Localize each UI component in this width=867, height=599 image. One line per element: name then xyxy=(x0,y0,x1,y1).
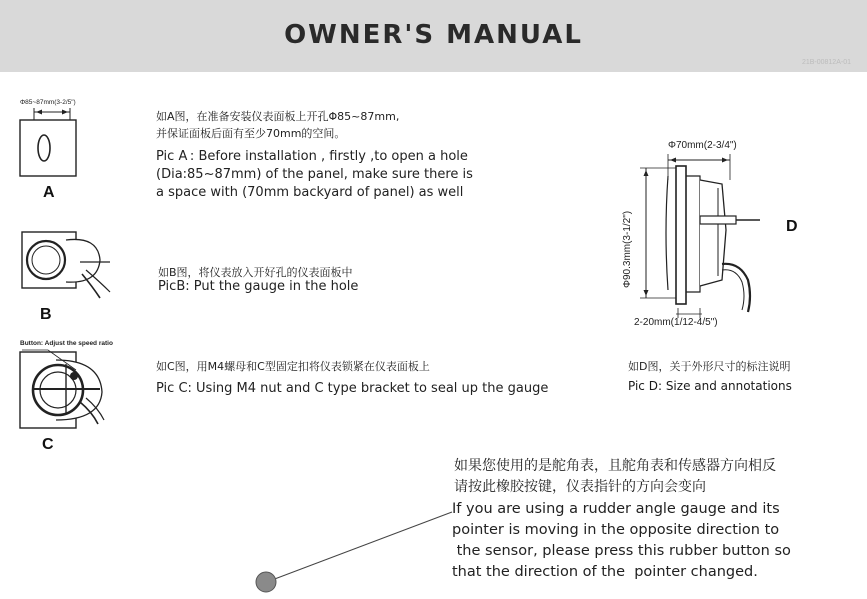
pic-b-gauge xyxy=(27,241,65,279)
pic-a-diagram xyxy=(20,108,76,176)
pic-d-cn-text: 如D图，关于外形尺寸的标注说明 xyxy=(628,360,791,373)
pic-d-en-text: Pic D: Size and annotations xyxy=(628,379,792,393)
rudder-note-cn-line-2: 请按此橡胶按键，仪表指针的方向会变向 xyxy=(454,479,706,495)
pic-b-letter: B xyxy=(40,306,52,323)
pic-c-cn-text: 如C图，用M4螺母和C型固定扣将仪表锁紧在仪表面板上 xyxy=(156,360,430,373)
rudder-note-en-line-3: the sensor, please press this rubber button so xyxy=(452,543,791,559)
pic-c-en-text: Pic C: Using M4 nut and C type bracket to seal up the gauge xyxy=(156,381,549,396)
rudder-note-en-line-4: that the direction of the pointer changed. xyxy=(452,564,758,580)
pic-a-panel xyxy=(20,120,76,176)
pic-d-diagram xyxy=(640,154,760,318)
pic-a-cn-text: 如A图，在准备安装仪表面板上开孔Φ85~87mm, 并保证面板后面有至少70mm的空间。 xyxy=(156,110,400,140)
rubber-button-dot xyxy=(256,572,276,592)
page-title: OWNER'S MANUAL xyxy=(284,20,583,50)
document-code: 21B-00812A-01 xyxy=(801,59,851,66)
pic-d-letter: D xyxy=(786,218,798,235)
rudder-note-en-line-1: If you are using a rudder angle gauge and its xyxy=(452,501,780,517)
rudder-note-en-line-2: pointer is moving in the opposite direction to xyxy=(452,522,780,538)
pic-d-dim-top: Φ70mm(2-3/4") xyxy=(668,140,737,151)
pic-a-en-line-1: Pic A : Before installation , firstly ,to open a hole xyxy=(156,149,468,164)
pic-a-letter: A xyxy=(43,184,55,201)
pic-b-diagram xyxy=(22,232,110,298)
pic-b-en-text: PicB: Put the gauge in the hole xyxy=(158,279,359,294)
pic-b-cn-text: 如B图，将仪表放入开好孔的仪表面板中 xyxy=(158,266,353,279)
pic-c-button-label: Button: Adjust the speed ratio xyxy=(20,340,113,347)
pic-d-bezel xyxy=(676,166,686,304)
pic-d-dim-side: Φ90.3mm(3-1/2") xyxy=(622,210,633,288)
pic-c-letter: C xyxy=(42,436,54,453)
rudder-note-cn-line-1: 如果您使用的是舵角表，且舵角表和传感器方向相反 xyxy=(454,458,776,474)
pic-a-en-line-3: a space with (70mm backyard of panel) as well xyxy=(156,185,464,200)
pic-a-dim-label: Φ85~87mm(3-2/5") xyxy=(20,99,76,106)
pic-c-diagram xyxy=(20,350,104,428)
pic-d-dim-bottom: 2-20mm(1/12-4/5") xyxy=(634,317,718,328)
pic-c-speed-button xyxy=(70,372,78,380)
pic-a-en-line-2: (Dia:85~87mm) of the panel, make sure there is xyxy=(156,167,473,182)
rubber-button-leader xyxy=(272,512,452,580)
